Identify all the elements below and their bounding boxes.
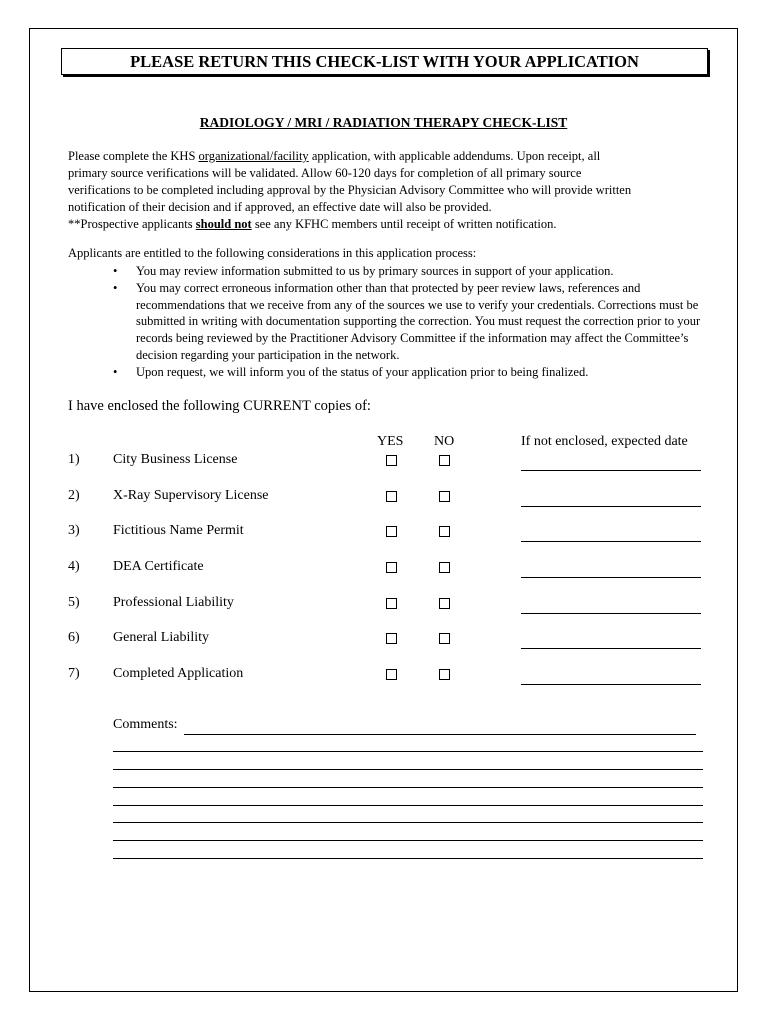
intro-line-2: primary source verifications will be validated. Allow 60-120 days for completion of all primary source	[68, 166, 582, 180]
no-checkbox[interactable]	[439, 633, 450, 644]
comments-line[interactable]	[113, 787, 703, 788]
item-label: General Liability	[113, 630, 210, 645]
yes-checkbox[interactable]	[386, 633, 397, 644]
item-label: City Business License	[113, 452, 238, 467]
yes-column-header: YES	[377, 434, 404, 449]
intro-line-1-text: Please complete the KHS	[68, 149, 199, 163]
checklist-heading: I have enclosed the following CURRENT copies of:	[68, 398, 371, 414]
item-number: 6)	[68, 630, 80, 645]
item-label: Fictitious Name Permit	[113, 523, 244, 538]
item-label: DEA Certificate	[113, 559, 204, 574]
item-label: Professional Liability	[113, 595, 234, 610]
page-title: PLEASE RETURN THIS CHECK-LIST WITH YOUR APPLICATION	[61, 48, 708, 75]
intro-line-3: verifications to be completed including approval by the Physician Advisory Committee who will provide written	[68, 183, 632, 197]
no-checkbox[interactable]	[439, 455, 450, 466]
yes-checkbox[interactable]	[386, 491, 397, 502]
intro-paragraph	[68, 148, 708, 233]
yes-checkbox[interactable]	[386, 455, 397, 466]
checklist-row	[30, 666, 737, 686]
no-checkbox[interactable]	[439, 669, 450, 680]
expected-date-field[interactable]	[521, 613, 701, 614]
checklist-row	[30, 488, 737, 508]
yes-checkbox[interactable]	[386, 526, 397, 537]
considerations-intro: Applicants are entitled to the following considerations in this application process:	[68, 246, 477, 260]
item-number: 5)	[68, 595, 80, 610]
intro-line-5-rest: see any KFHC members until receipt of written notification.	[251, 217, 557, 231]
item-label: Completed Application	[113, 666, 244, 681]
intro-line-4: notification of their decision and if approved, an effective date will also be provided.	[68, 200, 492, 214]
checklist-row	[30, 630, 737, 650]
no-column-header: NO	[434, 434, 455, 449]
no-checkbox[interactable]	[439, 598, 450, 609]
consideration-item: • Upon request, we will inform you of the status of your application prior to being finalized.	[110, 364, 710, 381]
checklist-row	[30, 595, 737, 615]
expected-date-column-header: If not enclosed, expected date	[521, 434, 688, 449]
expected-date-field[interactable]	[521, 577, 701, 578]
checklist-row	[30, 559, 737, 579]
no-checkbox[interactable]	[439, 491, 450, 502]
checklist-subtitle: RADIOLOGY / MRI / RADIATION THERAPY CHECK-LIST	[199, 115, 568, 130]
considerations-list	[110, 263, 710, 381]
item-number: 7)	[68, 666, 80, 681]
checklist-row	[30, 452, 737, 472]
expected-date-field[interactable]	[521, 470, 701, 471]
item-number: 3)	[68, 523, 80, 538]
comments-line[interactable]	[113, 805, 703, 806]
item-number: 4)	[68, 559, 80, 574]
no-checkbox[interactable]	[439, 562, 450, 573]
form-page	[29, 28, 738, 992]
no-checkbox[interactable]	[439, 526, 450, 537]
yes-checkbox[interactable]	[386, 598, 397, 609]
yes-checkbox[interactable]	[386, 669, 397, 680]
intro-line-5	[68, 216, 708, 233]
comments-line[interactable]	[113, 840, 703, 841]
comments-line[interactable]	[113, 751, 703, 752]
expected-date-field[interactable]	[521, 541, 701, 542]
comments-line[interactable]	[113, 822, 703, 823]
consideration-item: • You may correct erroneous information other than that protected by peer review laws, references and recommendations that we receive from any of the sources we use to verify your credentials. Corrections must be submitted in writing with documentation supporting the correction. You must request the correction prior to your records being reviewed by the Practitioner Advisory Committee if the information may affect the Committee’s decision regarding your participation in the network.	[110, 280, 710, 364]
item-label: X-Ray Supervisory License	[113, 488, 269, 503]
intro-underlined-term: organizational/facility	[198, 149, 309, 163]
item-number: 2)	[68, 488, 80, 503]
expected-date-field[interactable]	[521, 506, 701, 507]
intro-line-5-text: **Prospective applicants	[68, 217, 196, 231]
comments-line[interactable]	[113, 858, 703, 859]
consideration-item: • You may review information submitted to us by primary sources in support of your application.	[110, 263, 710, 280]
expected-date-field[interactable]	[521, 648, 701, 649]
intro-emphasis: should not	[195, 217, 252, 231]
intro-line-1-rest: application, with applicable addendums. Upon receipt, all	[308, 149, 601, 163]
checklist-row	[30, 523, 737, 543]
comments-label: Comments:	[113, 717, 178, 732]
comments-line[interactable]	[113, 769, 703, 770]
item-number: 1)	[68, 452, 80, 467]
expected-date-field[interactable]	[521, 684, 701, 685]
comments-line[interactable]	[184, 734, 696, 735]
intro-line-1	[68, 148, 708, 165]
yes-checkbox[interactable]	[386, 562, 397, 573]
